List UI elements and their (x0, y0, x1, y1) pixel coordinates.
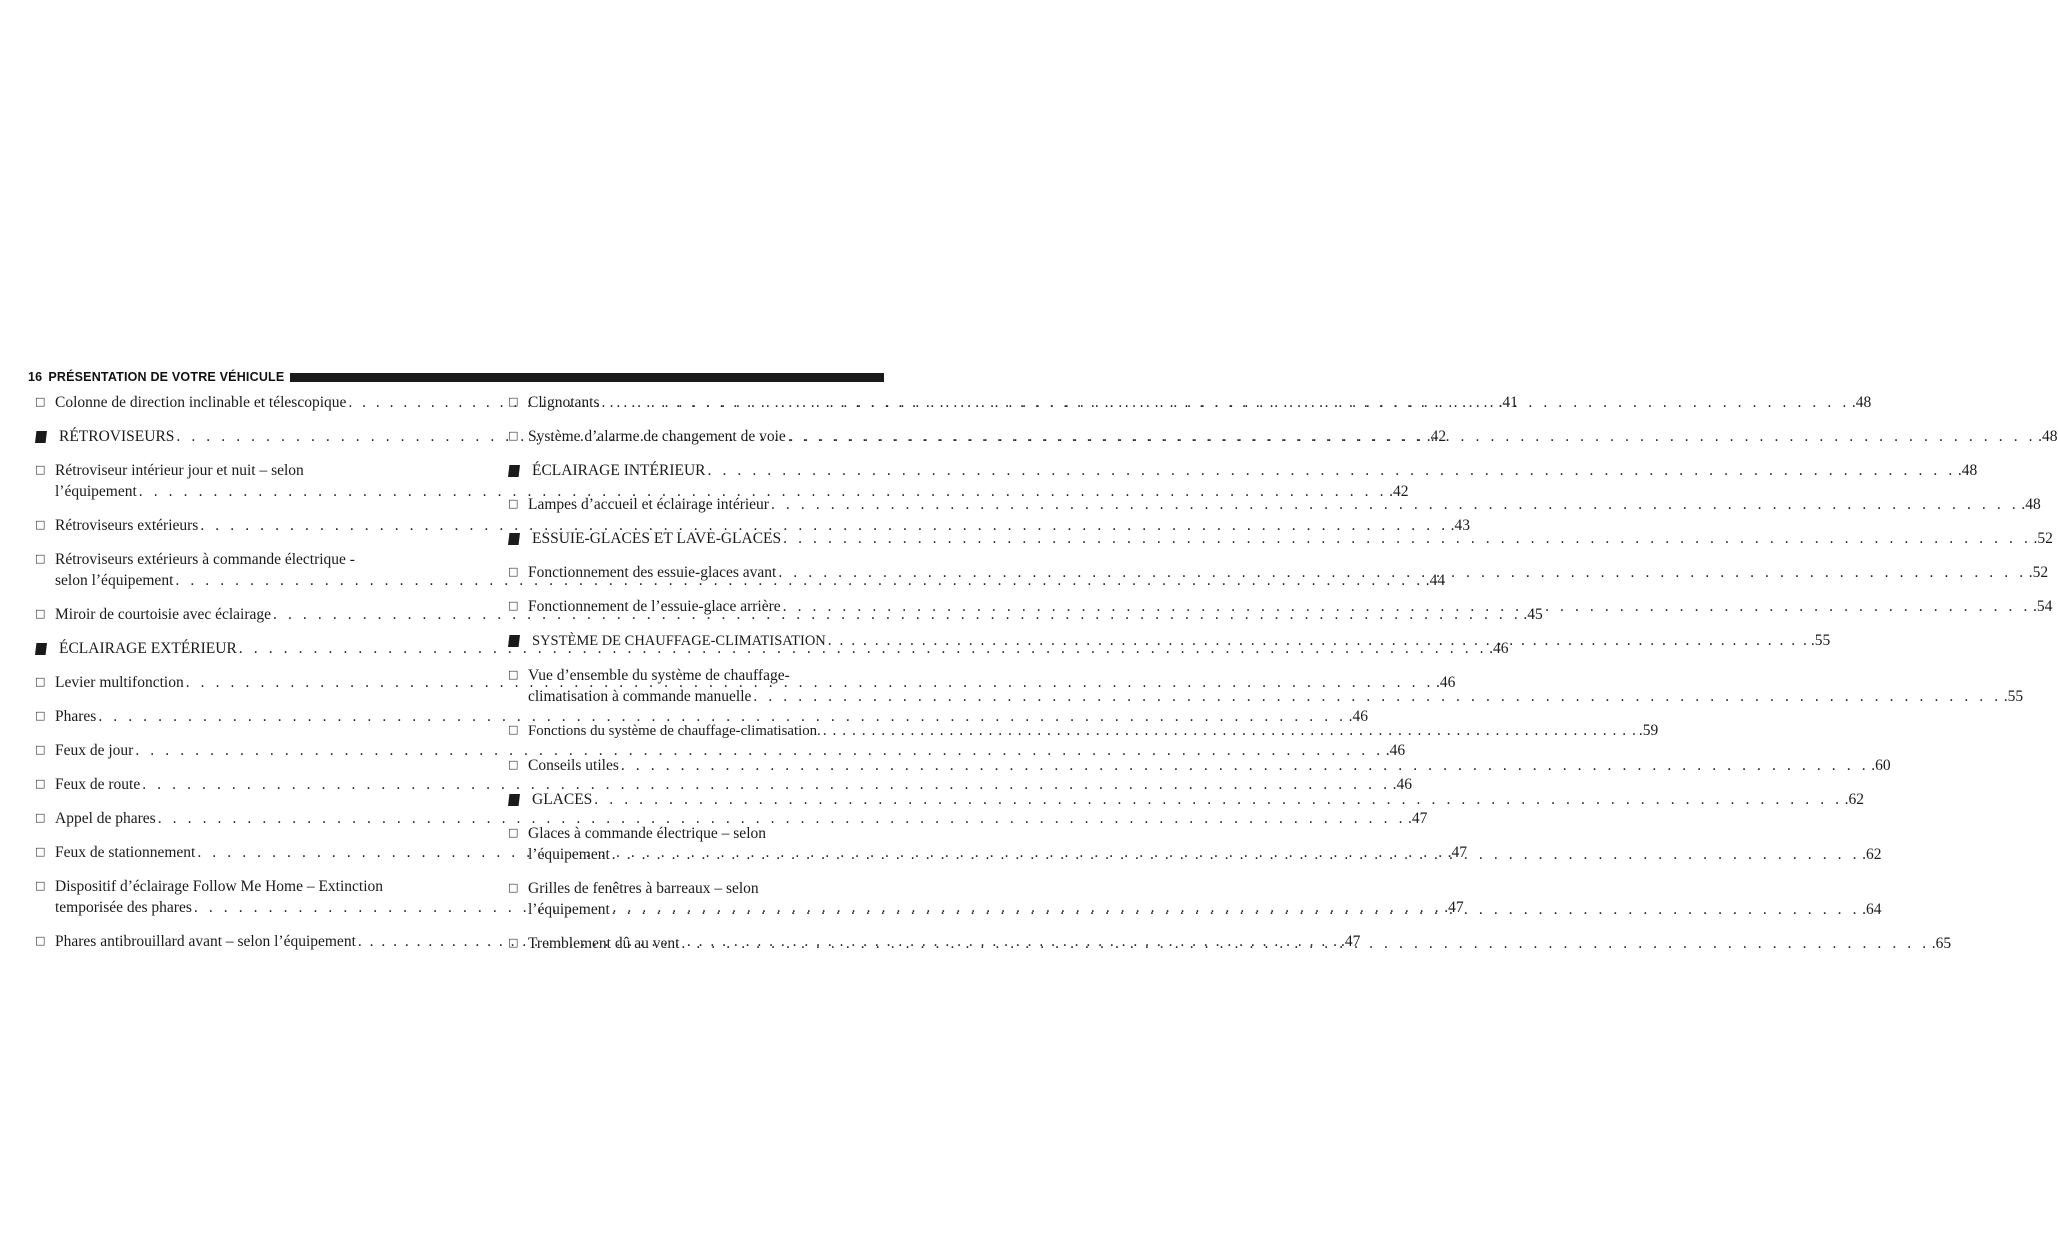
entry-label: Tremblement dû au vent (528, 935, 680, 952)
entry-label: Miroir de courtoisie avec éclairage (55, 606, 272, 623)
entry-page: .46 (1348, 708, 1369, 725)
entry-label: l’équipement (528, 846, 610, 863)
dot-leader (621, 755, 1869, 776)
toc-entry[interactable] (35, 706, 1369, 727)
entry-label: Colonne de direction inclinable et télescopique (55, 394, 347, 411)
toc-section[interactable] (508, 460, 1978, 481)
entry-label-line1: Glaces à commande électrique – selon (528, 825, 766, 842)
square-bullet-icon: □ (508, 668, 519, 681)
dot-leader (788, 426, 2036, 447)
entry-label: Phares (55, 708, 97, 725)
entry-page: .47 (1447, 844, 1468, 861)
entry-label: Fonctionnement des essuie-glaces avant (528, 564, 777, 581)
dot-leader (771, 494, 2019, 515)
dot-leader (823, 720, 1637, 741)
entry-page: .65 (1931, 935, 1952, 952)
toc-entry[interactable] (35, 515, 1471, 536)
section-bullet-icon (508, 635, 520, 647)
entry-label: Clignotants (528, 394, 600, 411)
section-label: ESSUIE-GLACES ET LAVE-GLACES (532, 530, 782, 547)
square-bullet-icon: □ (35, 879, 46, 892)
entry-label: l’équipement (55, 483, 137, 500)
section-page: .52 (2033, 530, 2053, 547)
entry-page: .47 (1444, 899, 1464, 916)
entry-page: .43 (1450, 517, 1471, 534)
toc-section[interactable] (508, 789, 1864, 810)
dot-leader (783, 528, 2031, 549)
toc-entry[interactable] (508, 720, 1659, 742)
entry-page: .54 (2032, 598, 2053, 615)
entry-label: Phares antibrouillard avant – selon l’équipement (55, 933, 356, 950)
entry-page: .46 (1392, 776, 1412, 793)
entry-label: Fonctionnement de l’essuie-glace arrière (528, 598, 781, 615)
entry-label: temporisée des phares (55, 899, 192, 916)
section-label: ÉCLAIRAGE EXTÉRIEUR (59, 640, 237, 657)
dot-leader (612, 899, 1860, 920)
square-bullet-icon: □ (35, 463, 46, 476)
dot-leader (778, 562, 2026, 583)
square-bullet-icon: □ (508, 565, 519, 578)
entry-label: Appel de phares (55, 810, 156, 827)
dot-leader (594, 789, 1842, 810)
dot-leader (783, 596, 2031, 617)
section-label: RÉTROVISEURS (59, 428, 175, 445)
square-bullet-icon: □ (35, 552, 46, 565)
toc-section[interactable] (508, 528, 2053, 549)
square-bullet-icon: □ (35, 395, 46, 408)
section-label: GLACES (532, 791, 593, 808)
entry-page: .46 (1385, 742, 1406, 759)
entry-page: .48 (2038, 428, 2058, 445)
square-bullet-icon: □ (35, 845, 46, 858)
square-bullet-icon: □ (35, 518, 46, 531)
square-bullet-icon: □ (35, 934, 46, 947)
entry-page: .41 (1498, 394, 1518, 411)
dot-leader (681, 933, 1929, 954)
section-bullet-icon (35, 643, 47, 655)
entry-label: l’équipement (528, 901, 610, 918)
section-label: SYSTÈME DE CHAUFFAGE-CLIMATISATION (532, 633, 826, 649)
section-page: .42 (1426, 428, 1447, 445)
page-number: 16 (28, 370, 43, 384)
toc-entry[interactable] (35, 774, 1412, 795)
section-bullet-icon (508, 465, 520, 477)
page-header (28, 367, 884, 387)
toc-entry[interactable] (508, 494, 2041, 515)
entry-label-line1: Grilles de fenêtres à barreaux – selon (528, 880, 759, 897)
square-bullet-icon: □ (508, 881, 519, 894)
entry-page: .48 (1851, 394, 1872, 411)
entry-label: Conseils utiles (528, 757, 619, 774)
square-bullet-icon: □ (35, 709, 46, 722)
entry-label: Fonctions du système de chauffage-climatisation. (528, 723, 821, 739)
entry-page: .64 (1862, 901, 1882, 918)
square-bullet-icon: □ (508, 497, 519, 510)
toc-entry[interactable] (508, 755, 1891, 776)
toc-entry[interactable] (35, 740, 1406, 761)
section-page: .46 (1489, 640, 1509, 657)
section-page: .62 (1844, 791, 1864, 808)
section-page: .48 (1957, 462, 1978, 479)
dot-leader (828, 630, 1809, 651)
square-bullet-icon: □ (35, 743, 46, 756)
square-bullet-icon: □ (508, 395, 519, 408)
entry-page: .55 (2003, 688, 2024, 705)
entry-label: climatisation à commande manuelle (528, 688, 752, 705)
section-label: ÉCLAIRAGE INTÉRIEUR (532, 462, 706, 479)
entry-label-line1: Rétroviseurs extérieurs à commande électrique - (55, 551, 355, 568)
entry-label-line1: Dispositif d’éclairage Follow Me Home – Extinction (55, 878, 384, 895)
square-bullet-icon: □ (508, 936, 519, 949)
entry-page: .62 (1862, 846, 1882, 863)
section-title: PRÉSENTATION DE VOTRE VÉHICULE (48, 370, 285, 384)
entry-label: Rétroviseurs extérieurs (55, 517, 199, 534)
entry-page: .46 (1436, 674, 1456, 691)
dot-leader (612, 844, 1860, 865)
square-bullet-icon: □ (508, 599, 519, 612)
section-bullet-icon (35, 431, 47, 443)
square-bullet-icon: □ (508, 429, 519, 442)
entry-page: .45 (1523, 606, 1543, 623)
entry-label: Feux de route (55, 776, 141, 793)
entry-page: .60 (1871, 757, 1891, 774)
entry-label: Feux de stationnement (55, 844, 196, 861)
square-bullet-icon: □ (508, 723, 519, 736)
square-bullet-icon: □ (35, 675, 46, 688)
section-bullet-icon (508, 794, 520, 806)
dot-leader (753, 686, 2001, 707)
entry-label: Système d’alarme de changement de voie (528, 428, 786, 445)
dot-leader (601, 392, 1849, 413)
section-page: .55 (1810, 632, 1831, 649)
entry-page: .42 (1389, 483, 1409, 500)
entry-label: Feux de jour (55, 742, 134, 759)
entry-page: .47 (1408, 810, 1428, 827)
entry-label-line1: Rétroviseur intérieur jour et nuit – selon (55, 462, 304, 479)
square-bullet-icon: □ (35, 777, 46, 790)
entry-label: Levier multifonction (55, 674, 184, 691)
entry-label: Lampes d’accueil et éclairage intérieur (528, 496, 769, 513)
square-bullet-icon: □ (508, 826, 519, 839)
entry-page: .47 (1341, 933, 1361, 950)
dot-leader (708, 460, 1956, 481)
entry-page: .48 (2021, 496, 2041, 513)
header-rule (290, 373, 884, 382)
toc-entry[interactable] (35, 808, 1428, 829)
square-bullet-icon: □ (508, 758, 519, 771)
square-bullet-icon: □ (35, 811, 46, 824)
square-bullet-icon: □ (35, 607, 46, 620)
entry-label: selon l’équipement (55, 572, 174, 589)
section-bullet-icon (508, 533, 520, 545)
entry-page: .44 (1425, 572, 1446, 589)
entry-page: .52 (2028, 564, 2049, 581)
entry-page: .59 (1638, 722, 1659, 739)
entry-label-line1: Vue d’ensemble du système de chauffage- (528, 667, 790, 684)
